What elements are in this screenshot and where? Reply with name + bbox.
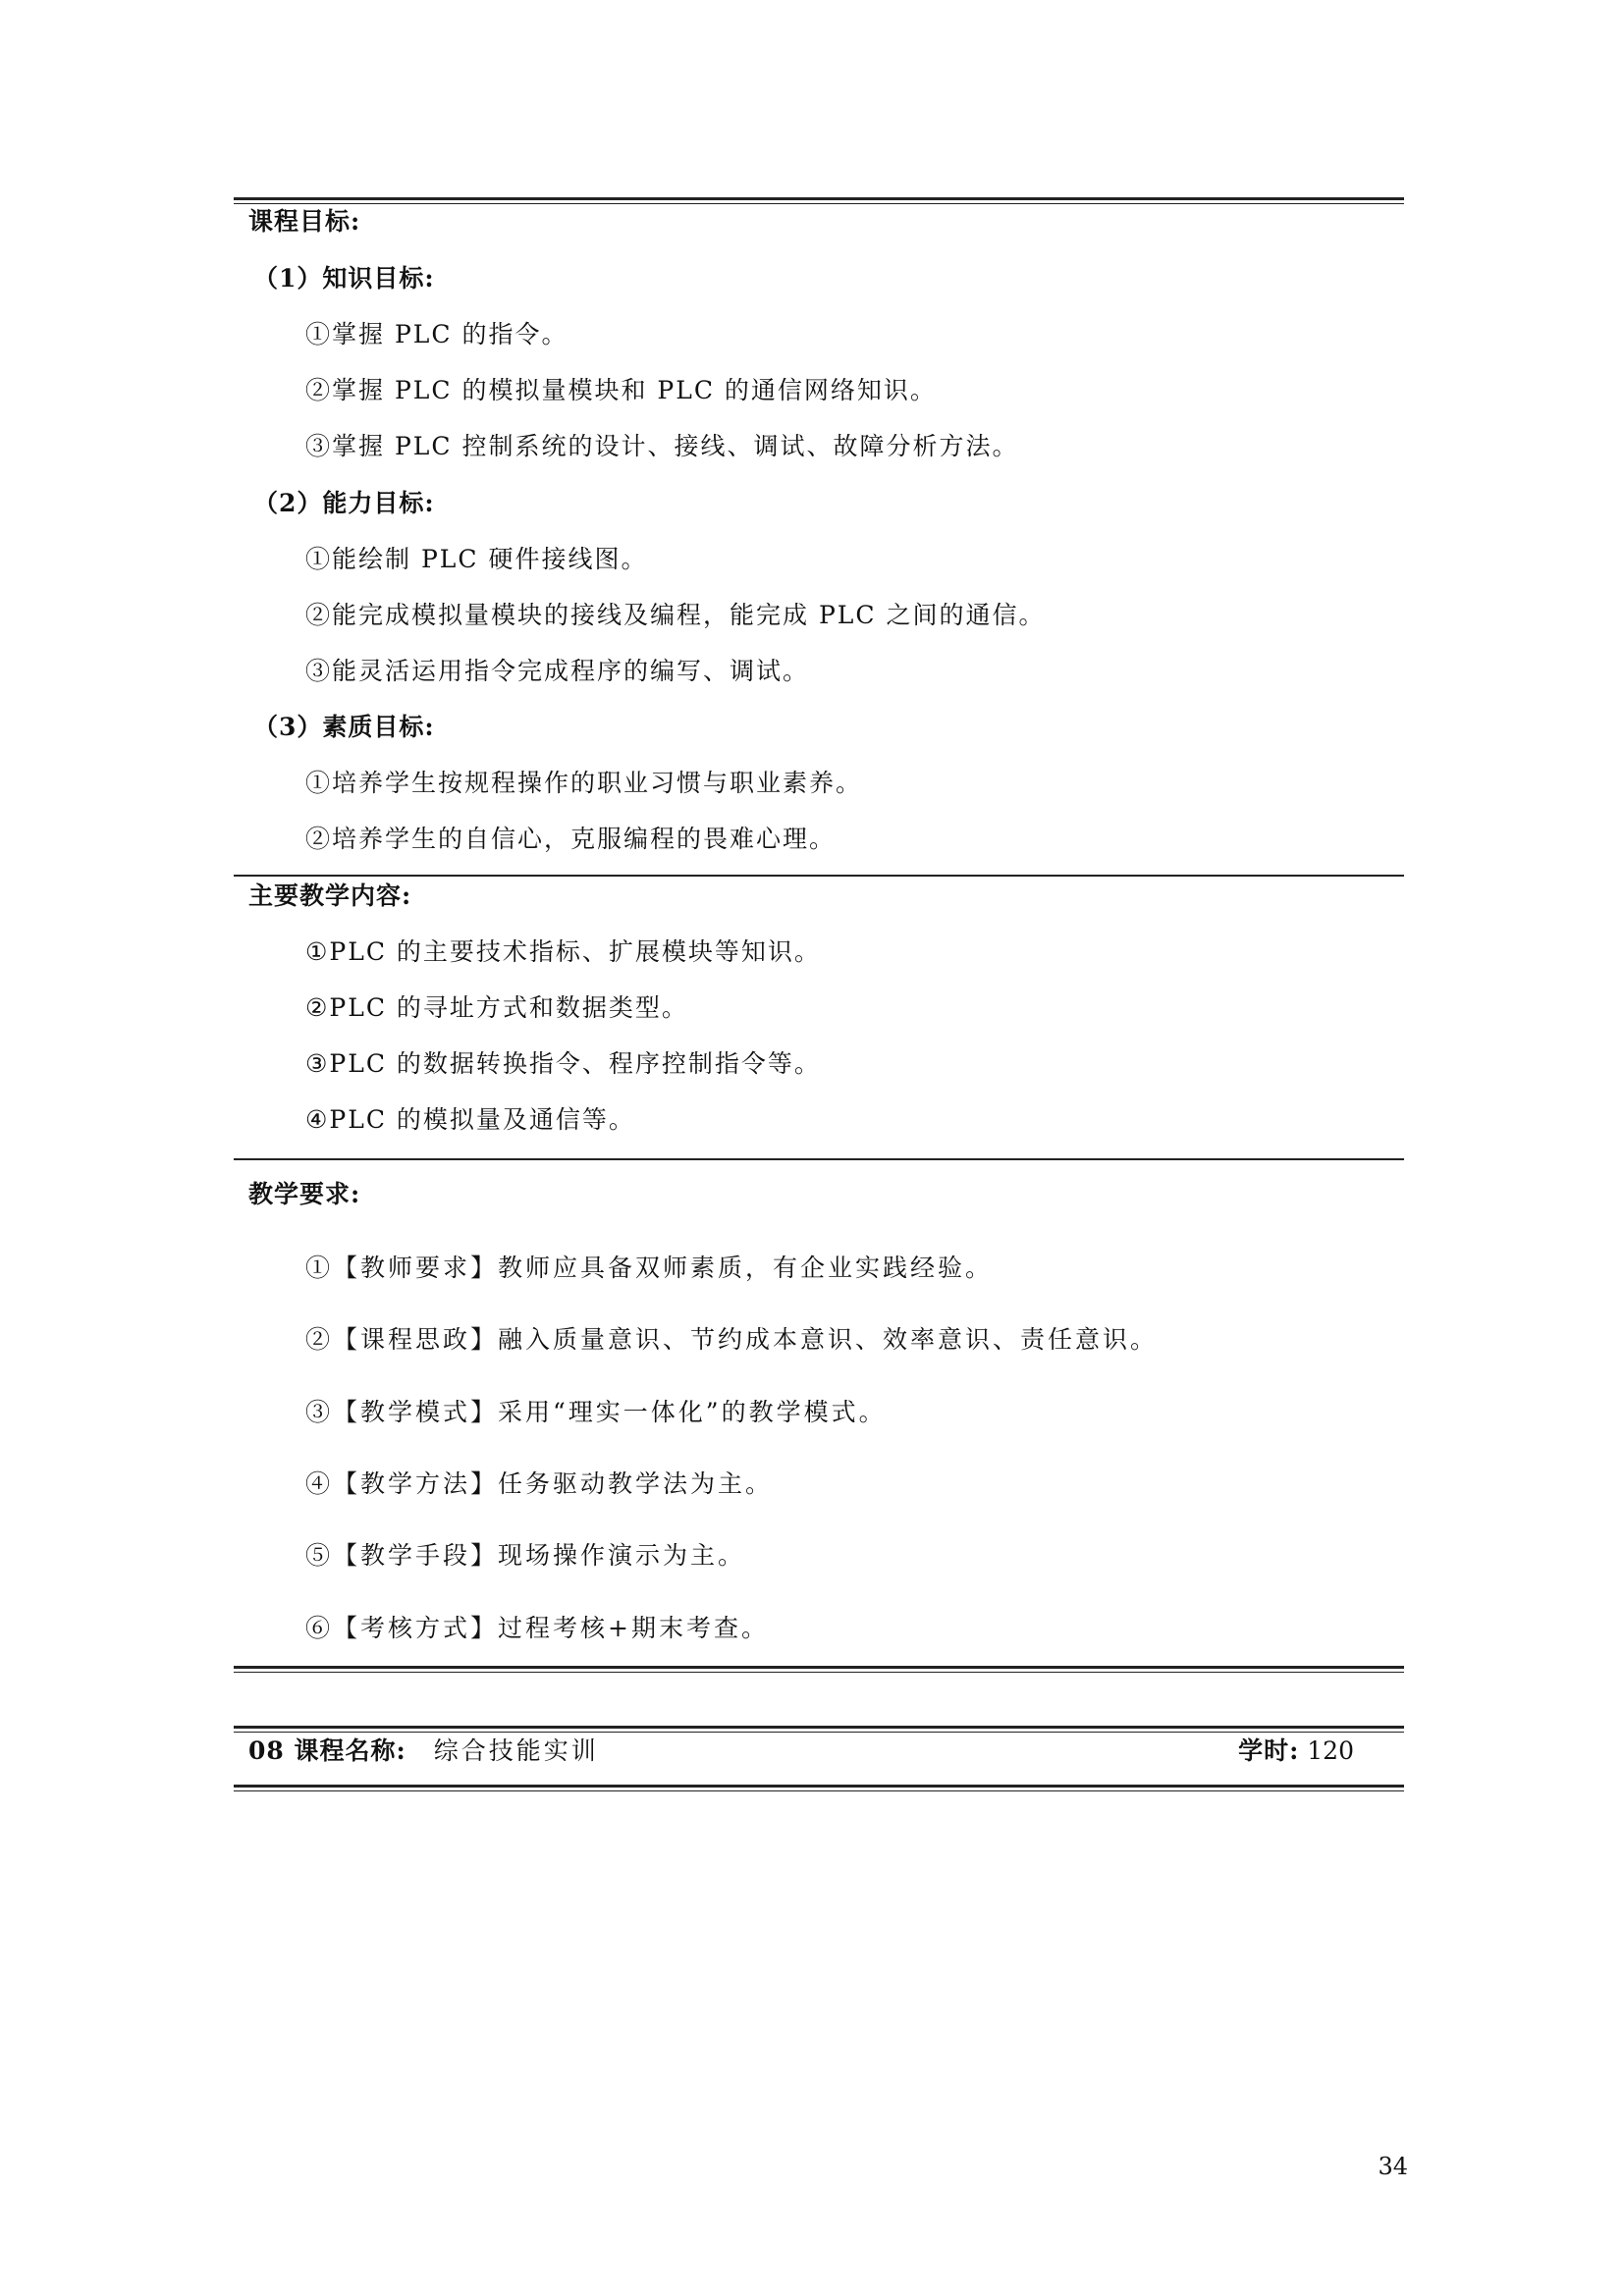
page-number: 34 xyxy=(1378,2153,1408,2180)
requirement-5: ⑤【教学手段】现场操作演示为主。 xyxy=(305,1541,746,1570)
quality-objective-2: ②培养学生的自信心，克服编程的畏难心理。 xyxy=(305,825,837,853)
course-name-value: 综合技能实训 xyxy=(433,1736,599,1765)
knowledge-objective-2: ②掌握 PLC 的模拟量模块和 PLC 的通信网络知识。 xyxy=(305,376,937,404)
divider-content xyxy=(234,875,1404,877)
ability-objective-2: ②能完成模拟量模块的接线及编程，能完成 PLC 之间的通信。 xyxy=(305,601,1046,629)
requirement-1: ①【教师要求】教师应具备双师素质，有企业实践经验。 xyxy=(305,1254,994,1282)
quality-objective-1: ①培养学生按规程操作的职业习惯与职业素养。 xyxy=(305,769,863,797)
divider-requirements xyxy=(234,1158,1404,1160)
requirement-6: ⑥【考核方式】过程考核+期末考查。 xyxy=(305,1614,769,1642)
requirement-4: ④【教学方法】任务驱动教学法为主。 xyxy=(305,1469,774,1498)
objectives-heading: 课程目标: xyxy=(248,207,361,236)
top-rule xyxy=(234,197,1404,204)
course-name-label: 08 课程名称: xyxy=(248,1736,406,1765)
content-item-4: ④PLC 的模拟量及通信等。 xyxy=(305,1105,635,1134)
content-heading: 主要教学内容: xyxy=(248,881,412,910)
ability-objective-3: ③能灵活运用指令完成程序的编写、调试。 xyxy=(305,657,810,685)
table-bottom-rule xyxy=(234,1666,1404,1673)
requirement-3: ③【教学模式】采用“理实一体化”的教学模式。 xyxy=(305,1398,887,1426)
knowledge-objective-1: ①掌握 PLC 的指令。 xyxy=(305,320,568,348)
next-course-top-rule xyxy=(234,1726,1404,1733)
quality-objectives-heading: （3）素质目标: xyxy=(253,713,435,741)
requirement-2: ②【课程思政】融入质量意识、节约成本意识、效率意识、责任意识。 xyxy=(305,1325,1159,1354)
course-hours-value: 120 xyxy=(1307,1736,1354,1765)
content-item-3: ③PLC 的数据转换指令、程序控制指令等。 xyxy=(305,1049,821,1078)
knowledge-objectives-heading: （1）知识目标: xyxy=(253,264,435,293)
requirements-heading: 教学要求: xyxy=(248,1180,361,1208)
ability-objectives-heading: （2）能力目标: xyxy=(253,489,435,517)
ability-objective-1: ①能绘制 PLC 硬件接线图。 xyxy=(305,545,648,573)
content-item-2: ②PLC 的寻址方式和数据类型。 xyxy=(305,993,688,1022)
knowledge-objective-3: ③掌握 PLC 控制系统的设计、接线、调试、故障分析方法。 xyxy=(305,432,1019,460)
course-hours-label: 学时: xyxy=(1238,1736,1300,1765)
content-item-1: ①PLC 的主要技术指标、扩展模块等知识。 xyxy=(305,937,821,966)
next-course-bottom-rule xyxy=(234,1785,1404,1791)
next-course-row xyxy=(248,1734,1368,1769)
course-hours xyxy=(1238,1734,1354,1769)
